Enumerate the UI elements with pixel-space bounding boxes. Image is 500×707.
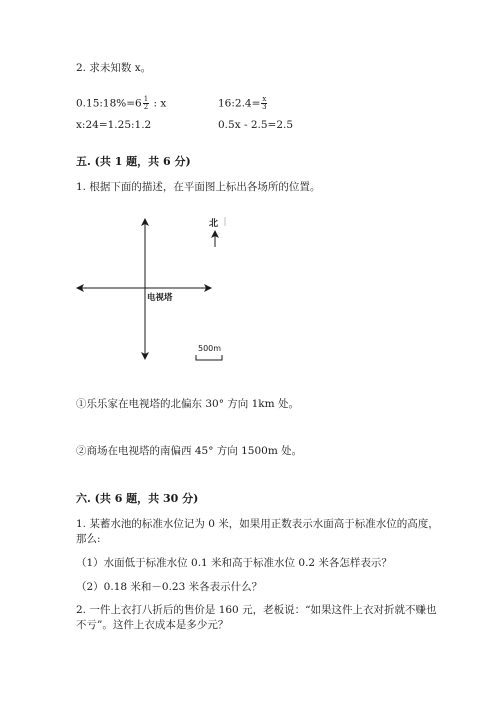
equation-2-prefix: 16:2.4= [218, 97, 261, 110]
sub-question-2: （2）0.18 米和－0.23 米各表示什么？ [76, 581, 263, 593]
fraction-numerator: x [262, 95, 267, 103]
question-text: 1. 根据下面的描述，在平面图上标出各场所的位置。 [76, 181, 321, 193]
equation-1-suffix: : x [150, 97, 167, 110]
question-title: 2. 求未知数 x。 [76, 62, 152, 74]
equation-1-prefix: 0.15:18%=6 [76, 97, 142, 110]
map-item-1: ①乐乐家在电视塔的北偏东 30° 方向 1km 处。 [76, 398, 299, 410]
question-text: 1. 某蓄水池的标准水位记为 0 米，如果用正数表示水面高于标准水位的高度， [76, 518, 439, 530]
tower-label: 电视塔 [147, 293, 173, 303]
scale-label: 500m [198, 344, 222, 353]
fraction-denominator: 3 [262, 103, 267, 111]
north-label: 北 [209, 219, 219, 229]
question-text: 那么: [76, 533, 101, 545]
fraction-numerator: 1 [143, 95, 149, 103]
section-heading: 六. (共 6 题，共 30 分) [76, 492, 199, 505]
scale-bar [196, 355, 222, 360]
fraction-denominator: 2 [143, 103, 149, 111]
question-text: 2. 一件上衣打八折后的售价是 160 元，老板说：“如果这件上衣对折就不赚也 [76, 604, 437, 616]
map-item-2: ②商场在电视塔的南偏西 45° 方向 1500m 处。 [76, 445, 303, 457]
equation-3: x:24=1.25:1.2 [76, 119, 152, 131]
equation-4: 0.5x - 2.5=2.5 [218, 119, 294, 131]
sub-question-1: （1）水面低于标准水位 0.1 米和高于标准水位 0.2 米各怎样表示？ [76, 557, 392, 569]
question-text: 不亏”。这件上衣成本是多少元？ [76, 619, 229, 631]
section-heading: 五. (共 1 题，共 6 分) [76, 155, 191, 168]
